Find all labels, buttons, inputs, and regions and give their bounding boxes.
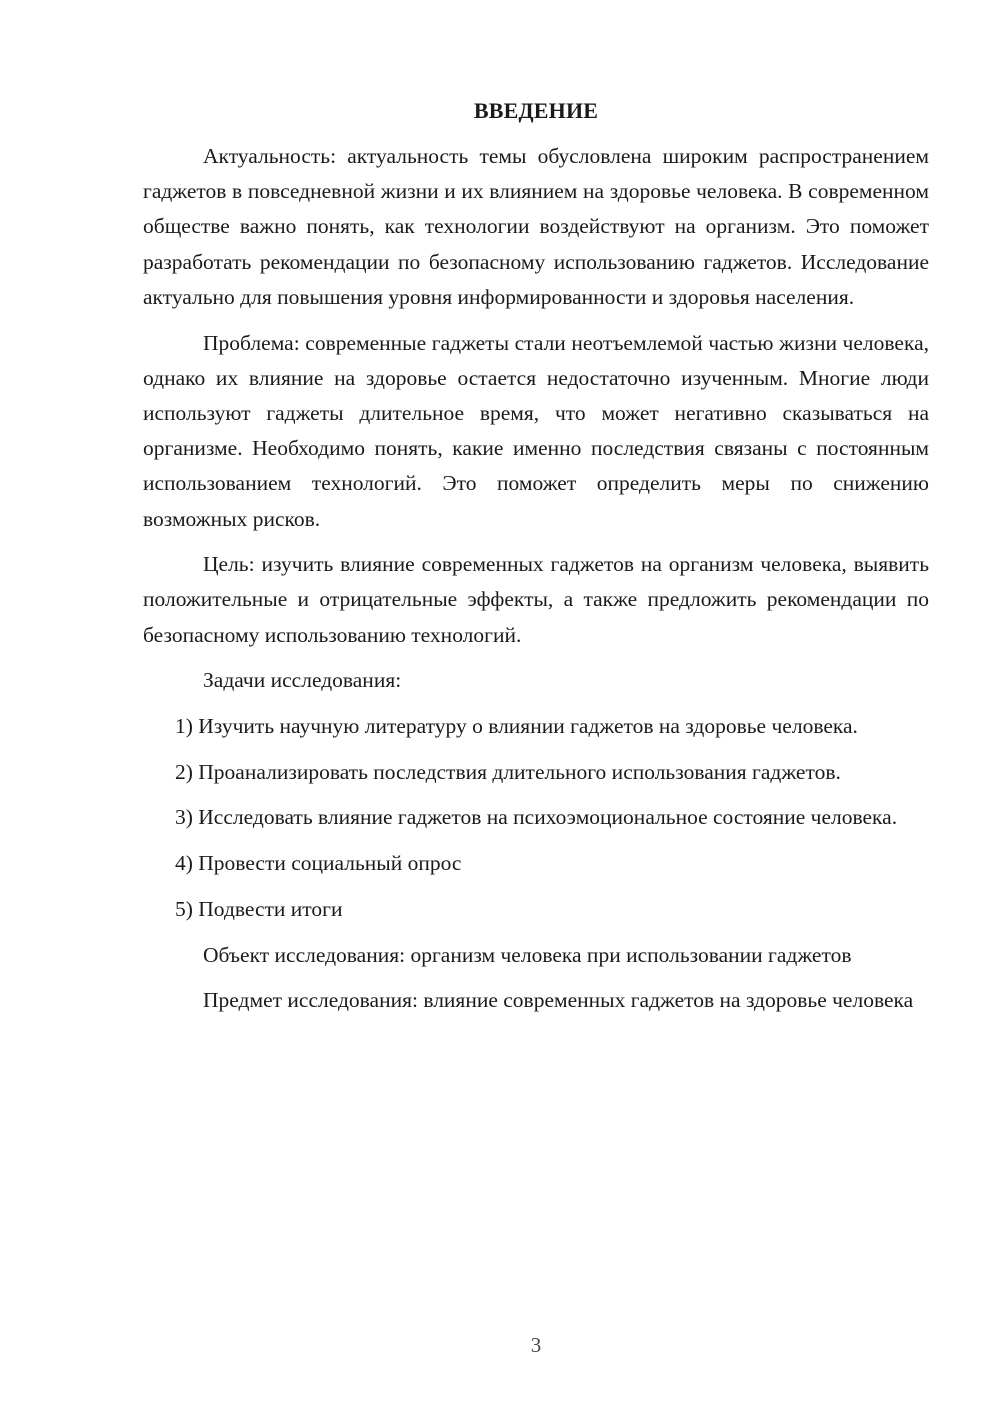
document-page — [143, 93, 929, 1029]
tasks-heading: Задачи исследования: — [203, 668, 402, 693]
problem-paragraph: Проблема: современные гаджеты стали неотъемлемой частью жизни человека, однако их влияние на здоровье остается недостаточно изученным. Многие люди используют гаджеты длительное время, что может негативно сказываться на организме. Необходимо понять, какие именно последствия связаны с постоянным использованием технологий. Это поможет определить меры по снижению возможных рисков. — [143, 330, 929, 531]
subject-paragraph: Предмет исследования: влияние современных гаджетов на здоровье человека — [203, 988, 914, 1013]
task-item-1: 1) Изучить научную литературу о влиянии гаджетов на здоровье человека. — [175, 714, 858, 739]
task-item-4: 4) Провести социальный опрос — [175, 851, 462, 876]
section-title: ВВЕДЕНИЕ — [473, 98, 599, 123]
task-item-2: 2) Проанализировать последствия длительного использования гаджетов. — [175, 759, 841, 784]
object-paragraph: Объект исследования: организм человека при использовании гаджетов — [203, 942, 852, 967]
task-item-3: 3) Исследовать влияние гаджетов на психоэмоциональное состояние человека. — [175, 805, 898, 830]
goal-paragraph: Цель: изучить влияние современных гаджетов на организм человека, выявить положительные и отрицательные эффекты, а также предложить рекомендации по безопасному использованию технологий. — [143, 552, 929, 647]
task-item-5: 5) Подвести итоги — [175, 896, 343, 921]
relevance-paragraph: Актуальность: актуальность темы обусловлена широким распространением гаджетов в повседневной жизни и их влиянием на здоровье человека. В современном обществе важно понять, как технологии воздействуют на организм. Это поможет разработать рекомендации по безопасному использованию гаджетов. Исследование актуально для повышения уровня информированности и здоровья населения. — [143, 144, 929, 309]
page-number: 3 — [530, 1333, 542, 1357]
